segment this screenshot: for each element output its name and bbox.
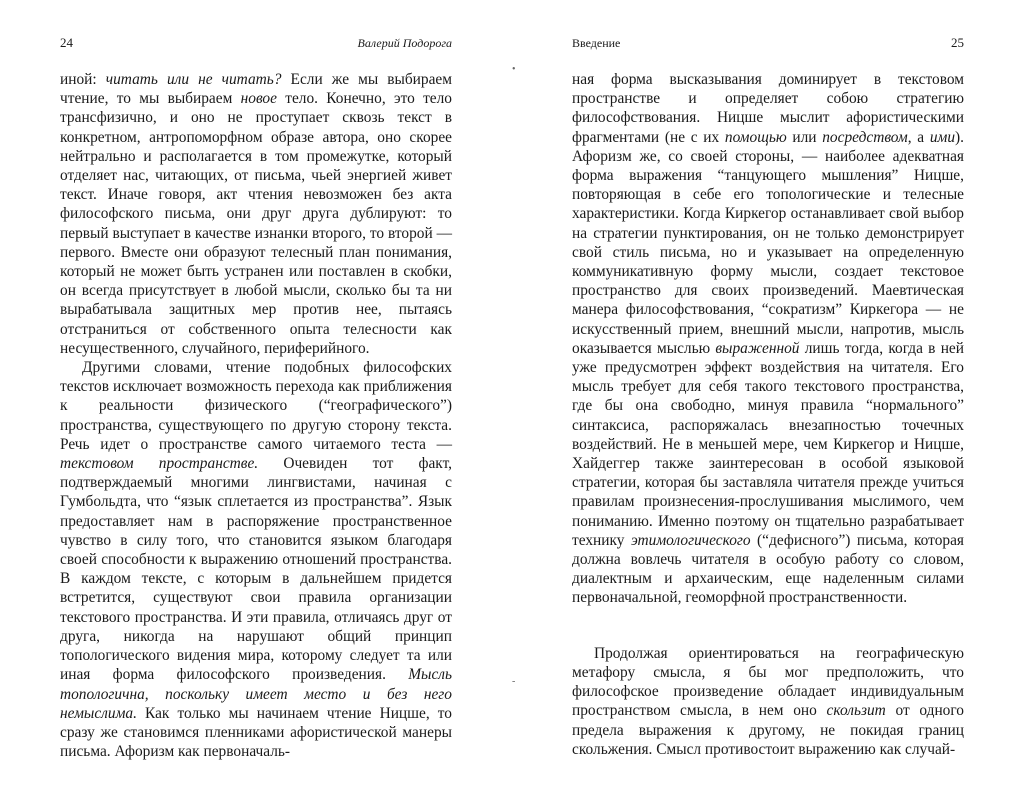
text-run: Продолжая ориентироваться на географическую метафору смысла, я бы мог предположить, что философское произведение обладает индивидуальным пространством смысла, в нем оно (572, 644, 964, 720)
italic-text: ими (929, 128, 956, 146)
italic-text: помощью (724, 128, 787, 146)
italic-text: новое (240, 90, 277, 108)
margin-speck: • (512, 64, 516, 75)
right-running-head (572, 34, 964, 52)
paragraph (572, 644, 964, 759)
left-page (60, 0, 452, 800)
text-run: Как только мы начинаем чтение Ницше, то сразу же становимся пленниками афористической манеры письма. Афоризм как первоначаль- (60, 704, 452, 761)
paragraph (572, 70, 964, 608)
left-running-head (60, 34, 452, 52)
text-run: лишь тогда, когда в ней уже предусмотрен эффект воздействия на читателя. Его мысль требует для себя такого текстового пространства, где бы она свободно, минуя правила “нормального” синтаксиса, распоряжалась внезапностью точечных воздействий. Не в меньшей мере, чем Киркегор и Ницше, Хайдеггер также заинтересован в особой языковой стратегии, которая бы заставляла читателя прежде учиться правилам произнесения-прослушивания мыслимого, чем пониманию. Именно поэтому он тщательно разрабатывает технику (572, 339, 965, 549)
paragraph (60, 70, 452, 358)
left-body-text (60, 70, 452, 761)
text-run: Если же мы выбираем чтение, то мы выбираем (60, 71, 452, 108)
italic-text: читать или не читать? (105, 71, 282, 88)
left-running-title: Валерий Подорога (357, 36, 452, 50)
left-page-number: 24 (60, 35, 73, 50)
italic-text: Мысль топологична, поскольку имеет место и без него немыслима. (60, 666, 452, 722)
text-run: ). Афоризм же, со своей стороны, — наиболее адекватная форма выражения “танцующего мышления” Ницше, повторяющая в себе его топологические и телесные характеристики. Когда Киркегор останавливает свой выбор на стратегии пунктирования, он не только демонстрирует свой стиль письма, но и указывает на определенную коммуникативную форму мысли, создает текстовое пространство для своих произведений. Маевтическая манера философствования, “сократизм” Киркегора — не искусственный прием, внешний мысли, напротив, мысль оказывается мыслью (572, 128, 965, 357)
italic-text: выраженной (715, 339, 800, 357)
italic-text: скользит (826, 702, 886, 720)
italic-text: текстовом пространстве. (60, 455, 259, 473)
text-run: (“дефисного”) письма, которая должна вовлечь читателя в особую работу со словом, диалектным и архаическим, еще наделенным силами первоначальной, геоморфной пространственности. (572, 531, 964, 607)
text-run: , а (907, 128, 930, 146)
paragraph (60, 358, 452, 761)
right-body-text (572, 70, 964, 759)
text-run: от одного предела выражения к другому, не покидая границ скольжения. Смысл противостоит выражению как случай- (572, 702, 964, 758)
italic-text: посредством (822, 128, 908, 146)
right-page (572, 0, 964, 800)
text-run: Очевиден тот факт, подтверждаемый многими лингвистами, начиная с Гумбольдта, что “язык сплетается из пространства”. Язык предоставляет нам в распоряжение пространственное чувство в силу того, что становится языком благодаря своей способности к выражению отношений пространства. В каждом тексте, с которым в дальнейшем придется встретится, существуют свои правила организации текстового пространства. И эти правила, отличаясь друг от друга, никогда на нарушают общий принцип топологического видения мира, которому следует та или иная форма философского произведения. (60, 455, 452, 684)
text-run: или (786, 128, 823, 146)
right-page-number: 25 (951, 35, 964, 50)
text-run: тело. Конечно, это тело трансфизично, и оно не проступает сквозь текст в конкретном, антропоморфном образе автора, оно скорее нейтрально и располагается в том промежутке, который отделяет нас, читающих, от письма, чьей энергией живет текст. Иначе говоря, акт чтения невозможен без акта философского письма, они друг друга дублируют: то первый выступает в качестве изнанки второго, то второй — первого. Вместе они образуют телесный план понимания, который не может быть устранен или поставлен в скобки, он всегда присутствует в любой мысли, сколько бы та ни вырабатывала защитных мер против нее, пытаясь отстраниться от собственного опыта телесности как несущественного, случайного, периферийного. (60, 90, 452, 357)
text-run: ная форма высказывания доминирует в текстовом пространстве и определяет собою стратегию философствования. Ницше мыслит афористическими фрагментами (не с их (572, 71, 964, 146)
italic-text: этимологического (630, 531, 751, 549)
margin-speck: - (512, 676, 516, 687)
right-running-title: Введение (572, 36, 621, 50)
text-run: иной: (60, 71, 106, 88)
text-run: Другими словами, чтение подобных философских текстов исключает возможность перехода как приближения к реальности физического (“географического”) пространства, существующего по другую сторону текста. Речь идет о пространстве самого читаемого теста — (60, 359, 452, 453)
